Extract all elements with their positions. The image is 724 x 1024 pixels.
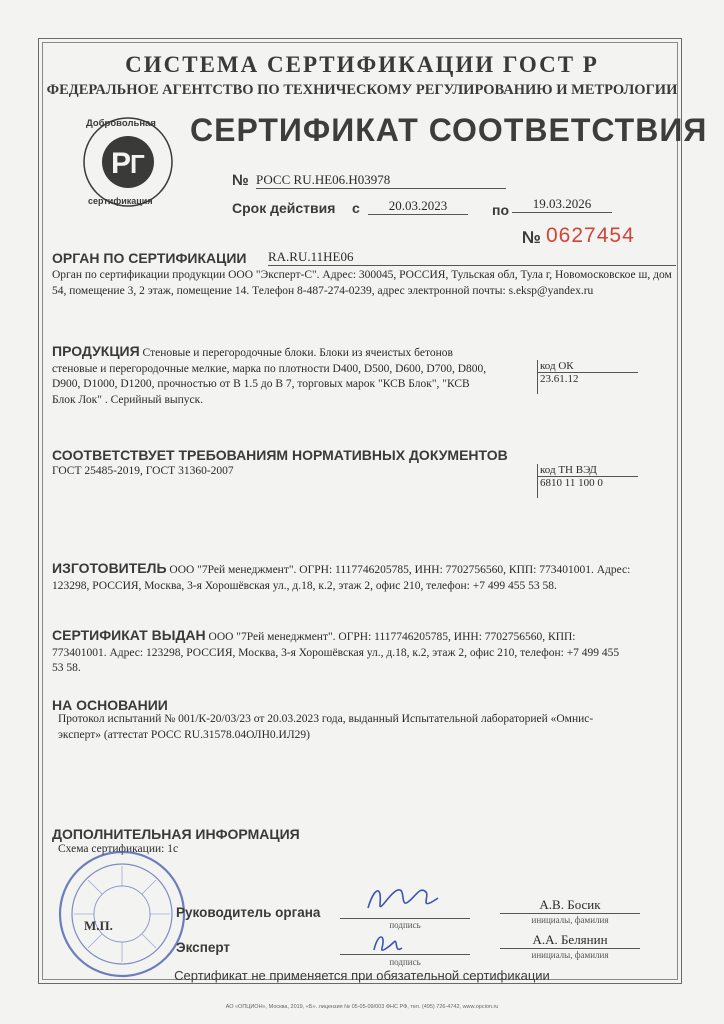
issued-line-3: 53 58. (52, 662, 81, 674)
product-line-4: Блок Лок" . Серийный выпуск. (52, 393, 204, 406)
product-label: ПРОДУКЦИЯ (52, 343, 140, 359)
conformity-docs: ГОСТ 25485-2019, ГОСТ 31360-2007 (52, 465, 234, 477)
tnved-box (537, 464, 638, 498)
validity-to-label: по (492, 202, 510, 218)
manufacturer-label: ИЗГОТОВИТЕЛЬ (52, 560, 167, 576)
expert-name-caption: инициалы, фамилия (531, 950, 609, 960)
head-signature (360, 878, 450, 927)
organ-text: Орган по сертификации продукции ООО "Эксперт-С". Адрес: 300045, РОССИЯ, Тульская обл, Тула г, Новомосковское ш, дом 54, помещение 3, 2 этаж, помещение 14. Телефон 8-487-274-0239, адрес электронной почты: s.eksp@yandex.ru (52, 269, 672, 297)
logo-top-text: Добровольная (86, 118, 156, 129)
basis-label: НА ОСНОВАНИИ (52, 697, 168, 713)
manufacturer-line-2: 123298, РОССИЯ, Москва, 3-я Хорошёвская ул., д.18, к.2, этаж 2, офис 210, телефон: +7 499 455 53 58. (52, 579, 557, 592)
validity-to-date: 19.03.2026 (512, 196, 612, 213)
svg-text:Р: Р (111, 147, 132, 180)
tnved-code: 6810 11 100 0 (540, 477, 603, 489)
additional-label: ДОПОЛНИТЕЛЬНАЯ ИНФОРМАЦИЯ (52, 826, 300, 842)
conformity-label: СООТВЕТСТВУЕТ ТРЕБОВАНИЯМ НОРМАТИВНЫХ ДОКУМЕНТОВ (52, 447, 508, 463)
cert-number: РОСС RU.НЕ06.Н03978 (256, 172, 506, 189)
organ-code: RA.RU.11HE06 (268, 249, 676, 266)
footer-note: Сертификат не применяется при обязательной сертификации (174, 968, 550, 983)
issued-block (52, 628, 672, 677)
product-line-1: Стеновые и перегородочные блоки. Блоки из ячеистых бетонов (142, 347, 453, 359)
ok-code: 23.61.12 (540, 373, 579, 385)
product-block (52, 344, 528, 408)
serial-number: 0627454 (546, 224, 635, 247)
basis-line-2: эксперт» (аттестат РОСС RU.31578.04ОЛН0.ИЛ29) (58, 728, 310, 741)
validity-label: Срок действия (232, 200, 336, 216)
system-title: СИСТЕМА СЕРТИФИКАЦИИ ГОСТ Р (125, 52, 599, 77)
signature-icon (360, 878, 450, 922)
expert-signature-caption: подпись (389, 957, 421, 967)
validity-from-date: 20.03.2023 (368, 198, 468, 215)
expert-name: А.А. Белянин (500, 932, 640, 949)
head-name: А.В. Босик (500, 897, 640, 914)
document-title: СЕРТИФИКАТ СООТВЕТСТВИЯ (190, 112, 708, 148)
ok-code-box (537, 360, 638, 394)
svg-text:Г: Г (130, 149, 145, 179)
stamp-mp: М.П. (84, 918, 113, 933)
scheme-text: Схема сертификации: 1с (58, 843, 179, 855)
organ-label: ОРГАН ПО СЕРТИФИКАЦИИ (52, 250, 247, 266)
issued-label: СЕРТИФИКАТ ВЫДАН (52, 627, 206, 643)
product-line-2: стеновые и перегородочные мелкие, марка по плотности D400, D500, D600, D700, D800, (52, 362, 487, 375)
basis-line-1: Протокол испытаний № 001/К-20/03/23 от 20.03.2023 года, выданный Испытательной лабораторией «Омнис- (58, 713, 594, 725)
validity-from-label: с (352, 200, 360, 216)
issued-line-1: ООО "7Рей менеджмент". ОГРН: 1117746205785, ИНН: 7702756560, КПП: (208, 631, 576, 643)
basis-text (58, 712, 674, 743)
print-info: АО «ОПЦИОН», Москва, 2019, «Б». лицензия № 05-05-09/003 ФНС РФ, тел. (495) 726-4742, www.opcion.ru (225, 1004, 499, 1010)
agency-title: ФЕДЕРАЛЬНОЕ АГЕНТСТВО ПО ТЕХНИЧЕСКОМУ РЕГУЛИРОВАНИЮ И МЕТРОЛОГИИ (46, 82, 678, 98)
ok-code-label: код ОК (538, 360, 638, 373)
tnved-label: код ТН ВЭД (538, 464, 638, 477)
serial-label: № (522, 228, 541, 247)
logo-bottom-text: сертификация (88, 196, 153, 206)
stamp (52, 846, 192, 982)
cert-number-label: № (232, 172, 249, 189)
head-signature-caption: подпись (389, 920, 421, 930)
signature-icon (364, 924, 414, 960)
head-name-caption: инициалы, фамилия (531, 915, 609, 925)
expert-signature (364, 924, 414, 965)
manufacturer-block (52, 561, 672, 594)
expert-label: Эксперт (176, 940, 231, 955)
stamp-seal-icon (52, 846, 192, 982)
issued-line-2: 773401001. Адрес: 123298, РОССИЯ, Москва, 3-я Хорошёвская ул., д.18, к.2, этаж 2, офис 210, телефон: +7 499 455 (52, 646, 620, 659)
head-label: Руководитель органа (176, 905, 321, 920)
product-line-3: D900, D1000, D1200, прочностью от В 1.5 до В 7, торговых марок "КСВ Блок", "КСВ (52, 378, 470, 390)
manufacturer-line-1: ООО "7Рей менеджмент". ОГРН: 1117746205785, ИНН: 7702756560, КПП: 773401001. Адрес: (169, 564, 631, 576)
